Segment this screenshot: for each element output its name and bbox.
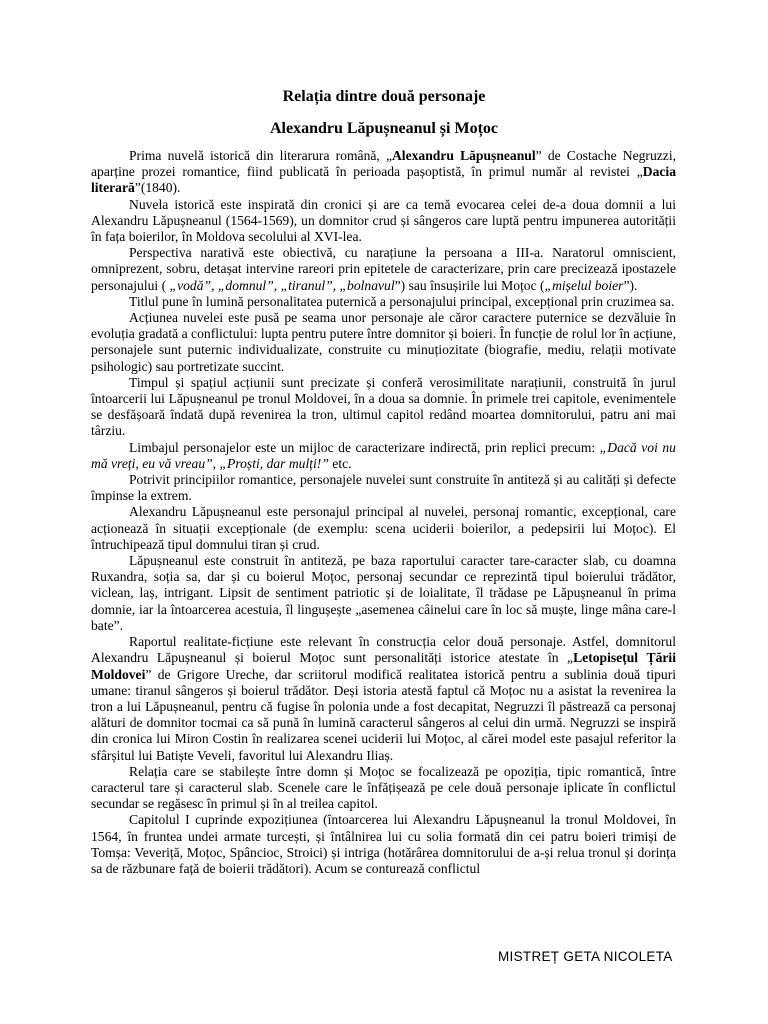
paragraph-11-text: ” de Grigore Ureche, dar scriitorul modifică realitatea istorică pentru a sublinia două tipuri umane: tiranul sângeros și boierul trădător. Deși istoria atestă faptul că Moțoc nu a asistat la revenirea la tron a lui Lăpușneanul, pentru că fugise în polonia unde a fost decapitat, Negruzzi îl păstrează ca personaj alături de domnitor tocmai ca să pună în lumină caracterul sângeros al celui din urmă. Negruzzi se inspiră din cronica lui Miron Costin în realizarea scenei uciderii lui Moțoc, al cărei model este pasajul referitor la sfârșitul lui Batiște Veveli, favoritul lui Alexandru Iliaș. bbox=[91, 666, 676, 763]
paragraph-3-text: ”) sau însușirile lui Moțoc ( bbox=[394, 277, 545, 293]
paragraph-3 bbox=[91, 245, 676, 294]
paragraph-11-text: Raportul realitate-ficțiune este relevant în construcția celor două personaje. Astfel, domnitorul Alexandru Lăpușneanul și boierul Moțoc sunt personalități istorice atestate în „ bbox=[91, 634, 676, 666]
paragraph-1 bbox=[91, 148, 676, 197]
paragraph-3-text: ”). bbox=[623, 277, 638, 293]
paragraph-3-text: Perspectiva narativă este obiectivă, cu narațiune la persoana a III-a. Naratorul omniscient, omniprezent, sobru, detașat intervine rareori prin epitetele de caracterizare, prin care precizează ipostazele personajului ( bbox=[91, 245, 676, 293]
paragraph-12: Relația care se stabilește între domn și Moțoc se focalizează pe opoziția, tipic romantică, între caracterul tare și caracterul slab. Scenele care le înfățișează pe cele două personaje iplicate în conflictul secundar se regăsesc în primul și în al treilea capitol. bbox=[91, 763, 676, 812]
document-subtitle: Alexandru Lăpușneanul și Moțoc bbox=[269, 120, 499, 137]
paragraph-1-bold: Alexandru Lăpușneanul bbox=[391, 148, 536, 163]
paragraph-1-text: Prima nuvelă istorică din literarura română, „ bbox=[129, 148, 392, 163]
paragraph-7-italic: „Dacă voi nu mă vreți, eu vă vreau”, „Proști, dar mulți!” bbox=[91, 439, 676, 471]
author-footer: MISTREȚ GETA NICOLETA bbox=[498, 949, 673, 964]
paragraph-8: Potrivit principiilor romantice, personajele nuvelei sunt construite în antiteză și au calități și defecte împinse la extrem. bbox=[91, 472, 676, 504]
document-title: Relația dintre două personaje bbox=[282, 88, 486, 105]
paragraph-9: Alexandru Lăpușneanul este personajul principal al nuvelei, personaj romantic, excepțional, care acționează în situații excepționale (de exemplu: scena uciderii boierilor, a pedepsirii lui Moțoc). El întruchipează tipul domnului tiran și crud. bbox=[91, 504, 676, 552]
paragraph-7 bbox=[91, 440, 676, 472]
paragraph-5: Acțiunea nuvelei este pusă pe seama unor personaje ale căror caractere puternice se dezvăluie în evoluția gradată a conflictului: lupta pentru putere între domnitor și boieri. În funcție de rolul lor în acțiune, personajele sunt puternic individualizate, construite cu minuțiozitate (biografie, mediu, relații motivate psihologic) sau portretizate succint. bbox=[91, 310, 676, 374]
paragraph-3-italic: „vodă”, „domnul”, „tiranul”, „bolnavul bbox=[169, 277, 395, 293]
paragraph-4: Titlul pune în lumină personalitatea puternică a personajului principal, excepțional prin cruzimea sa. bbox=[129, 293, 675, 309]
paragraph-11-bold: Letopisețul Țării Moldovei bbox=[91, 650, 676, 682]
paragraph-11 bbox=[91, 634, 676, 764]
paragraph-7-text: Limbajul personajelor este un mijloc de caracterizare indirectă, prin replici precum: bbox=[129, 439, 600, 455]
paragraph-3-italic: „mișelul boier bbox=[544, 277, 624, 293]
paragraph-7-text: etc. bbox=[328, 455, 352, 471]
paragraph-2: Nuvela istorică este inspirată din cronici și are ca temă evocarea celei de-a doua domnii a lui Alexandru Lăpușneanul (1564-1569), un domnitor crud și sângeros care luptă pentru impunerea autorității în fața boierilor, în Moldova secolului al XVI-lea. bbox=[91, 196, 676, 245]
paragraph-10: Lăpușneanul este construit în antiteză, pe baza raportului caracter tare-caracter slab, cu doamna Ruxandra, soția sa, dar și cu boierul Moțoc, personaj secundar ce reprezintă tipul boierului trădător, viclean, laș, intrigant. Lipsit de sentiment patriotic și de loialitate, îl trădase pe Lăpușneanul în prima domnie, iar la întoarcerea acestuia, îl lingușește „asemenea câinelui care în loc să muște, linge mâna care-l bate”. bbox=[91, 553, 676, 633]
paragraph-1-text: ”(1840). bbox=[134, 180, 181, 196]
paragraph-1-text: ” de Costache Negruzzi, aparține prozei romantice, fiind publicată în perioada pașoptistă, în primul număr al revistei „ bbox=[91, 148, 676, 180]
paragraph-13: Capitolul I cuprinde expozițiunea (întoarcerea lui Alexandru Lăpușneanul la tronul Moldovei, în 1564, în fruntea undei armate turcești, și întâlnirea lui cu solia formată din cei patru boieri trimiși de Tomșa: Veveriță, Moțoc, Spâncioc, Stroici) și intriga (hotărârea domnitorului de a-și relua tronul și dorința sa de răzbunare față de boierii trădători). Acum se conturează conflictul bbox=[91, 812, 676, 876]
document-body bbox=[91, 148, 676, 877]
paragraph-6: Timpul și spațiul acțiunii sunt precizate și conferă verosimilitate narațiunii, construită în jurul întoarcerii lui Lăpușneanul pe tronul Moldovei, în a doua sa domnie. În primele trei capitole, evenimentele se desfășoară îndată după revenirea la tron, ultimul capitol redând moartea domnitorului, patru ani mai târziu. bbox=[91, 374, 676, 439]
paragraph-1-bold: Dacia literară bbox=[91, 164, 676, 196]
